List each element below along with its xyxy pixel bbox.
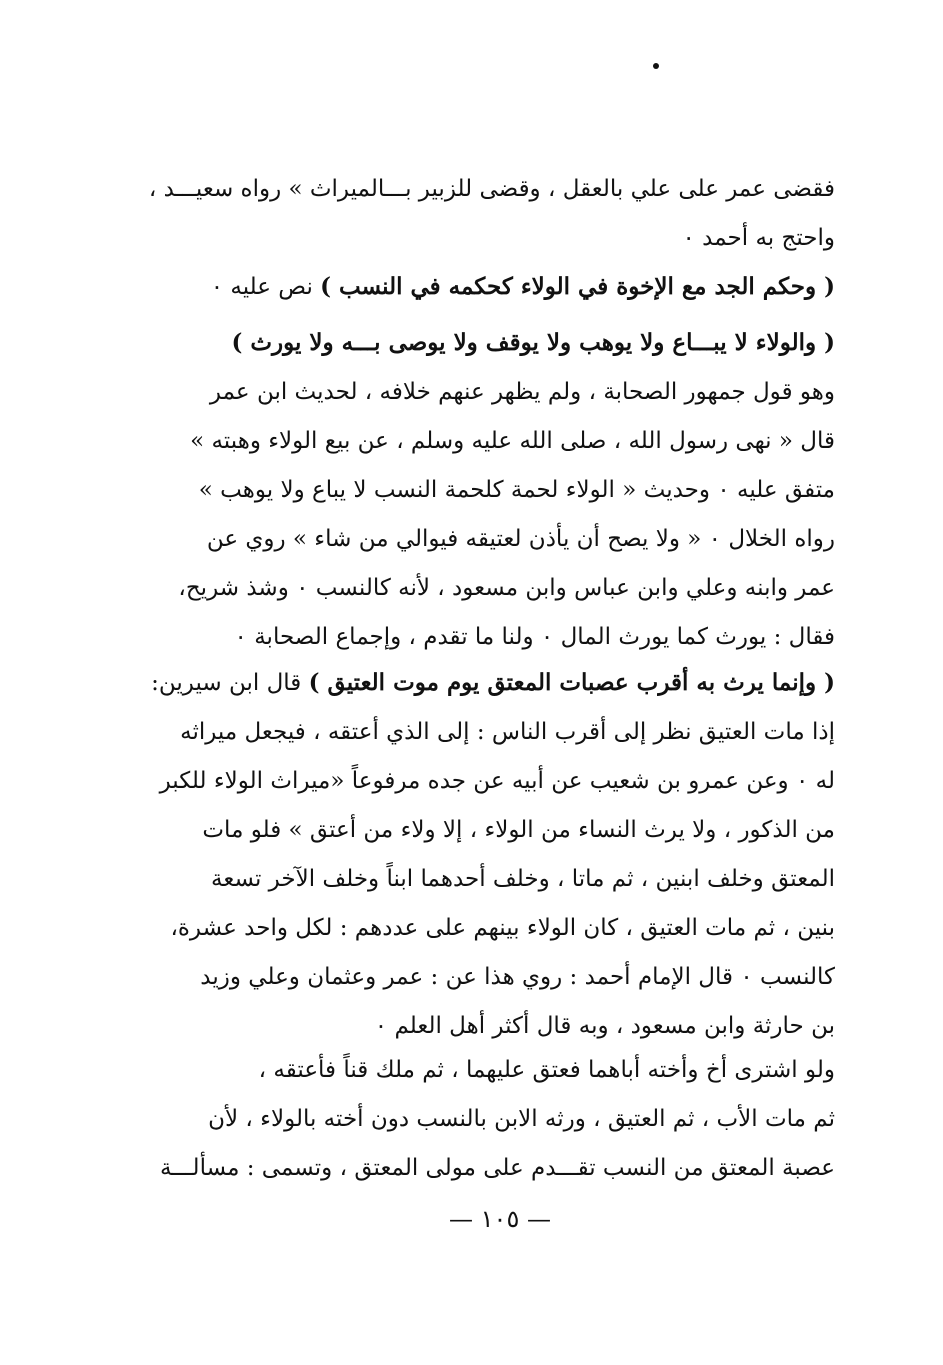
paragraph-purchase-case xyxy=(160,1046,835,1193)
text-line: ولو اشترى أخ وأخته أباهما فعتق عليهما ، ثم ملك قناً فأعتقه ، xyxy=(258,1057,835,1083)
text-line: بنين ، ثم مات العتيق ، كان الولاء بينهم على عددهم : لكل واحد عشرة، xyxy=(170,915,835,941)
text-line: واحتج به أحمد ٠ xyxy=(682,225,835,251)
text-segment: نص عليه ٠ xyxy=(210,274,321,300)
text-line: فقضى عمر على علي بالعقل ، وقضى للزبير بـــالميراث » رواه سعيـــد ، xyxy=(148,176,835,202)
text-line: من الذكور ، ولا يرث النساء من الولاء ، إلا ولاء من أعتق » فلو مات xyxy=(202,817,835,843)
paragraph-continuation xyxy=(148,165,835,263)
text-line: المعتق وخلف ابنين ، ثم ماتا ، وخلف أحدهما ابناً وخلف الآخر تسعة xyxy=(211,866,835,892)
ink-dot xyxy=(653,63,659,69)
text-line: ثم مات الأب ، ثم العتيق ، ورثه الابن بالنسب دون أخته بالولاء ، لأن xyxy=(208,1106,835,1132)
paragraph-explanation xyxy=(180,368,835,662)
matn-heading: ( وإنما يرث به أقرب عصبات المعتق يوم موت العتيق ) xyxy=(308,669,835,696)
paragraph-wala-sale xyxy=(180,318,835,367)
text-line: قال « نهى رسول الله ، صلى الله عليه وسلم ، عن بيع الولاء وهبته » xyxy=(190,428,835,454)
text-line: له ٠ وعن عمرو بن شعيب عن أبيه عن جده مرفوعاً «ميراث الولاء للكبر xyxy=(159,768,835,794)
text-line: وهو قول جمهور الصحابة ، ولم يظهر عنهم خلافه ، لحديث ابن عمر xyxy=(209,379,835,405)
text-line: متفق عليه ٠ وحديث « الولاء لحمة كلحمة النسب لا يباع ولا يوهب » xyxy=(198,477,835,503)
matn-heading: ( والولاء لا يبـــاع ولا يوهب ولا يوقف ولا يوصى بـــه ولا يورث ) xyxy=(231,329,835,356)
text-line: كالنسب ٠ قال الإمام أحمد : روي هذا عن : عمر وعثمان وعلي وزيد xyxy=(200,964,835,990)
paragraph-grandfather-ruling xyxy=(180,262,835,312)
text-line xyxy=(151,658,835,708)
matn-heading: ( وحكم الجد مع الإخوة في الولاء كحكمه في النسب ) xyxy=(320,273,835,300)
text-line: بن حارثة وابن مسعود ، وبه قال أكثر أهل العلم ٠ xyxy=(374,1013,835,1039)
text-line xyxy=(180,262,835,312)
paragraph-inheritance xyxy=(151,658,835,1051)
text-segment: قال ابن سيرين: xyxy=(151,670,309,696)
text-line: إذا مات العتيق نظر إلى أقرب الناس : إلى الذي أعتقه ، فيجعل ميراثه xyxy=(180,719,835,745)
text-line: عصبة المعتق من النسب تقـــدم على مولى المعتق ، وتسمى : مسألـــة xyxy=(160,1155,835,1181)
text-line: رواه الخلال ٠ « ولا يصح أن يأذن لعتيقه فيوالي من شاء » روي عن xyxy=(206,526,835,552)
page-number: — ١٠٥ — xyxy=(449,1205,551,1233)
text-line: فقال : يورث كما يورث المال ٠ ولنا ما تقدم ، وإجماع الصحابة ٠ xyxy=(234,624,835,650)
text-line: عمر وابنه وعلي وابن عباس وابن مسعود ، لأنه كالنسب ٠ وشذ شريح، xyxy=(178,575,835,601)
